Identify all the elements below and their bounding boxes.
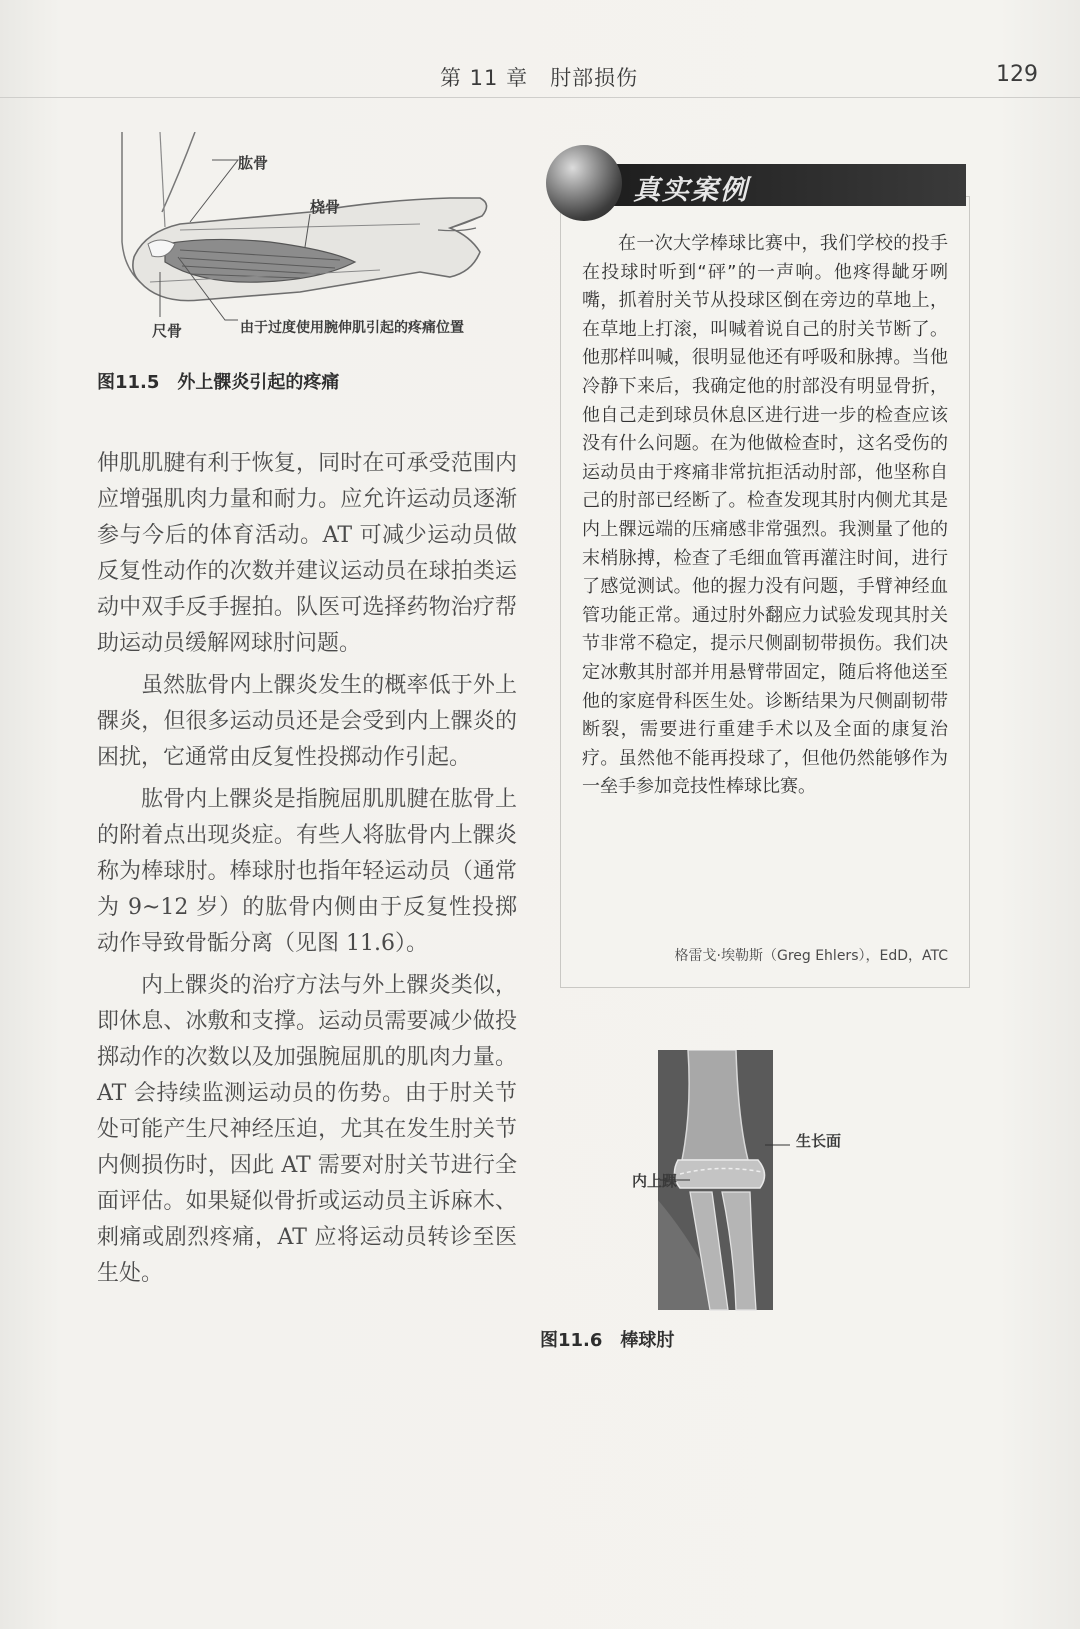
label-medial-epicondyle: 内上踝 bbox=[632, 1172, 678, 1190]
paragraph-1: 伸肌肌腱有利于恢复，同时在可承受范围内应增强肌肉力量和耐力。应允许运动员逐渐参与今后的体育活动。AT 可减少运动员做反复性动作的次数并建议运动员在球拍类运动中双手反手握拍。队医可选择药物治疗帮助运动员缓解网球肘问题。 bbox=[97, 451, 517, 656]
label-growth-plate: 生长面 bbox=[796, 1132, 842, 1150]
label-radius: 桡骨 bbox=[310, 198, 341, 216]
label-pain-location: 由于过度使用腕伸肌引起的疼痛位置 bbox=[240, 320, 464, 336]
paragraph-4: 内上髁炎的治疗方法与外上髁炎类似，即休息、冰敷和支撑。运动员需要减少做投掷动作的次数以及加强腕屈肌的肌肉力量。AT 会持续监测运动员的伤势。由于肘关节处可能产生尺神经压迫，尤其在发生肘关节内侧损伤时，因此 AT 需要对肘关节进行全面评估。如果疑似骨折或运动员主诉麻木、刺痛或剧烈疼痛，AT 应将运动员转诊至医生处。 bbox=[97, 973, 517, 1286]
paragraph-3: 肱骨内上髁炎是指腕屈肌肌腱在肱骨上的附着点出现炎症。有些人将肱骨内上髁炎称为棒球肘。棒球肘也指年轻运动员（通常为 9~12 岁）的肱骨内侧由于反复性投掷动作导致骨骺分离（见图 11.6）。 bbox=[97, 787, 517, 956]
case-study-text bbox=[582, 230, 948, 802]
figure-11-6-caption: 图11.6 棒球肘 bbox=[540, 1330, 675, 1351]
header-divider bbox=[0, 97, 1080, 98]
elbow-xray-illustration bbox=[640, 1050, 900, 1350]
label-ulna: 尺骨 bbox=[152, 322, 183, 340]
page-number: 129 bbox=[996, 62, 1038, 87]
chapter-title: 第 11 章 肘部损伤 bbox=[440, 66, 639, 90]
case-study-author: 格雷戈·埃勒斯（Greg Ehlers），EdD，ATC bbox=[674, 948, 948, 964]
figure-11-6 bbox=[632, 1050, 900, 1350]
globe-icon bbox=[546, 145, 622, 221]
main-text-column bbox=[97, 446, 517, 1298]
case-study-body: 在一次大学棒球比赛中，我们学校的投手在投球时听到“砰”的一声响。他疼得龇牙咧嘴，抓着肘关节从投球区倒在旁边的草地上，在草地上打滚，叫喊着说自己的肘关节断了。他那样叫喊，很明显他还有呼吸和脉搏。当他冷静下来后，我确定他的肘部没有明显骨折，他自己走到球员休息区进行进一步的检查应该没有什么问题。在为他做检查时，这名受伤的运动员由于疼痛非常抗拒活动肘部，他坚称自己的肘部已经断了。检查发现其肘内侧尤其是内上髁远端的压痛感非常强烈。我测量了他的末梢脉搏，检查了毛细血管再灌注时间，进行了感觉测试。他的握力没有问题，手臂神经血管功能正常。通过肘外翻应力试验发现其肘关节非常不稳定，提示尺侧副韧带损伤。我们决定冰敷其肘部并用悬臂带固定，随后将他送至他的家庭骨科医生处。诊断结果为尺侧副韧带断裂，需要进行重建手术以及全面的康复治疗。虽然他不能再投球了，但他仍然能够作为一垒手参加竞技性棒球比赛。 bbox=[582, 233, 948, 798]
paragraph-2: 虽然肱骨内上髁炎发生的概率低于外上髁炎，但很多运动员还是会受到内上髁炎的困扰，它通常由反复性投掷动作引起。 bbox=[97, 673, 517, 770]
figure-11-5-caption: 图11.5 外上髁炎引起的疼痛 bbox=[97, 372, 340, 393]
running-header bbox=[0, 56, 1080, 96]
label-humerus: 肱骨 bbox=[238, 154, 269, 172]
figure-11-5 bbox=[120, 132, 540, 362]
case-study-title: 真实案例 bbox=[633, 175, 749, 206]
